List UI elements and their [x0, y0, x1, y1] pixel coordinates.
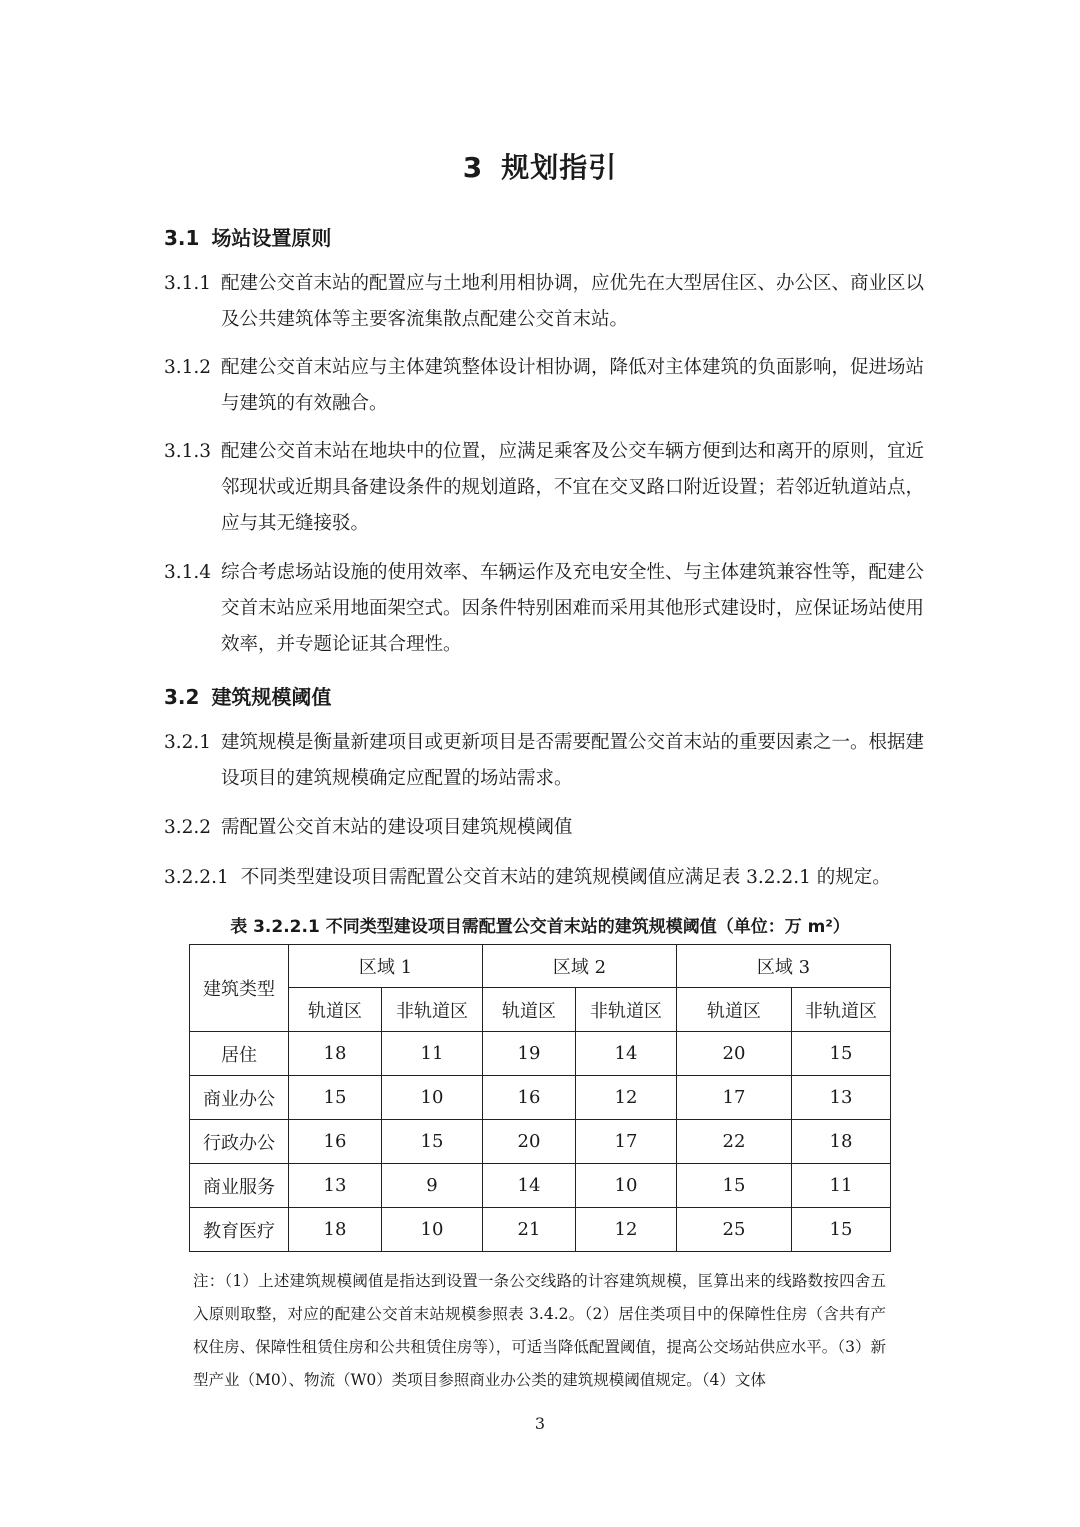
- clause-number: 3.1.1: [164, 273, 212, 294]
- section-heading-3-2: [164, 681, 331, 710]
- table-caption: 表 3.2.2.1 不同类型建设项目需配置公交首末站的建筑规模阈值（单位：万 m²）: [230, 917, 850, 937]
- clause-3-1-2: [164, 350, 924, 422]
- table-cell: 18: [289, 1032, 382, 1076]
- region-header: 区域 3: [677, 945, 891, 988]
- table-note: 注：（1）上述建筑规模阈值是指达到设置一条公交线路的计容建筑规模，匡算出来的线路数按四舍五入原则取整，对应的配建公交首末站规模参照表 3.4.2。（2）居住类项目中的保障性住房（含共有产权住房、保障性租赁住房和公共租赁住房等），可适当降低配置阈值，提高公交场站供应水平。（3）新型产业（M0）、物流（W0）类项目参照商业办公类的建筑规模阈值规定。（4）文体: [193, 1272, 886, 1389]
- threshold-table: [189, 944, 891, 1252]
- table-cell: 12: [576, 1076, 677, 1120]
- clause-3-1-3: [164, 434, 924, 542]
- clause-number: 3.1.4: [164, 562, 212, 583]
- clause-text: 配建公交首末站在地块中的位置，应满足乘客及公交车辆方便到达和离开的原则，宜近邻现状或近期具备建设条件的规划道路，不宜在交叉路口附近设置；若邻近轨道站点，应与其无缝接驳。: [221, 441, 925, 534]
- table-cell: 15: [382, 1120, 483, 1164]
- clause-text: 建筑规模是衡量新建项目或更新项目是否需要配置公交首末站的重要因素之一。根据建设项目的建筑规模确定应配置的场站需求。: [221, 732, 925, 789]
- subheader: 非轨道区: [382, 988, 483, 1032]
- corner-header: 建筑类型: [190, 945, 289, 1032]
- table-cell: 20: [483, 1120, 576, 1164]
- table-row: [190, 1164, 891, 1208]
- table-cell: 11: [792, 1164, 891, 1208]
- clause-number: 3.1.2: [164, 357, 212, 378]
- section-title: 建筑规模阈值: [211, 685, 332, 709]
- row-type: 商业办公: [190, 1076, 289, 1120]
- page-number: 3: [534, 1414, 546, 1433]
- table-cell: 16: [289, 1120, 382, 1164]
- table-cell: 22: [677, 1120, 792, 1164]
- page-title: [0, 146, 1080, 186]
- table-cell: 15: [792, 1032, 891, 1076]
- section-title: 场站设置原则: [211, 226, 332, 250]
- clause-number: 3.1.3: [164, 441, 212, 462]
- table-cell: 11: [382, 1032, 483, 1076]
- clause-text: 不同类型建设项目需配置公交首末站的建筑规模阈值应满足表 3.2.2.1 的规定。: [240, 867, 891, 888]
- row-type: 行政办公: [190, 1120, 289, 1164]
- table-cell: 15: [677, 1164, 792, 1208]
- clause-text: 综合考虑场站设施的使用效率、车辆运作及充电安全性、与主体建筑兼容性等，配建公交首末站应采用地面架空式。因条件特别困难而采用其他形式建设时，应保证场站使用效率，并专题论证其合理性。: [221, 562, 925, 655]
- row-type: 居住: [190, 1032, 289, 1076]
- clause-3-1-1: [164, 266, 924, 338]
- table-cell: 21: [483, 1208, 576, 1252]
- table-cell: 16: [483, 1076, 576, 1120]
- table-cell: 14: [483, 1164, 576, 1208]
- clause-number: 3.2.2: [164, 817, 212, 838]
- chapter-number: 3: [462, 151, 484, 184]
- table-cell: 10: [382, 1076, 483, 1120]
- subheader: 非轨道区: [576, 988, 677, 1032]
- section-number: 3.1: [164, 226, 200, 250]
- table-cell: 9: [382, 1164, 483, 1208]
- clause-number: 3.2.1: [164, 732, 212, 753]
- clause-3-2-1: [164, 725, 924, 797]
- table-cell: 20: [677, 1032, 792, 1076]
- table-cell: 17: [677, 1076, 792, 1120]
- clause-3-2-2: [164, 810, 924, 846]
- clause-text: 配建公交首末站的配置应与土地利用相协调，应优先在大型居住区、办公区、商业区以及公共建筑体等主要客流集散点配建公交首末站。: [221, 273, 925, 330]
- clause-3-1-4: [164, 555, 924, 663]
- chapter-title: 规划指引: [501, 151, 618, 184]
- region-header: 区域 2: [483, 945, 677, 988]
- section-number: 3.2: [164, 685, 200, 709]
- table-row: [190, 1076, 891, 1120]
- row-type: 商业服务: [190, 1164, 289, 1208]
- table-cell: 15: [289, 1076, 382, 1120]
- table-cell: 14: [576, 1032, 677, 1076]
- table-cell: 25: [677, 1208, 792, 1252]
- table-row: [190, 1208, 891, 1252]
- clause-text: 需配置公交首末站的建设项目建筑规模阈值: [221, 817, 573, 838]
- table-cell: 18: [289, 1208, 382, 1252]
- clause-3-2-2-1: [164, 860, 924, 896]
- section-heading-3-1: [164, 222, 331, 251]
- table-cell: 10: [576, 1164, 677, 1208]
- table-cell: 10: [382, 1208, 483, 1252]
- subheader: 轨道区: [483, 988, 576, 1032]
- table-row: [190, 1032, 891, 1076]
- table-cell: 17: [576, 1120, 677, 1164]
- row-type: 教育医疗: [190, 1208, 289, 1252]
- subheader: 轨道区: [289, 988, 382, 1032]
- subheader: 轨道区: [677, 988, 792, 1032]
- table-cell: 12: [576, 1208, 677, 1252]
- table-cell: 18: [792, 1120, 891, 1164]
- clause-number: 3.2.2.1: [164, 867, 229, 888]
- clause-text: 配建公交首末站应与主体建筑整体设计相协调，降低对主体建筑的负面影响，促进场站与建筑的有效融合。: [221, 357, 925, 414]
- table-cell: 13: [792, 1076, 891, 1120]
- table-row: [190, 1120, 891, 1164]
- region-header: 区域 1: [289, 945, 483, 988]
- table-cell: 19: [483, 1032, 576, 1076]
- subheader: 非轨道区: [792, 988, 891, 1032]
- table-cell: 15: [792, 1208, 891, 1252]
- table-cell: 13: [289, 1164, 382, 1208]
